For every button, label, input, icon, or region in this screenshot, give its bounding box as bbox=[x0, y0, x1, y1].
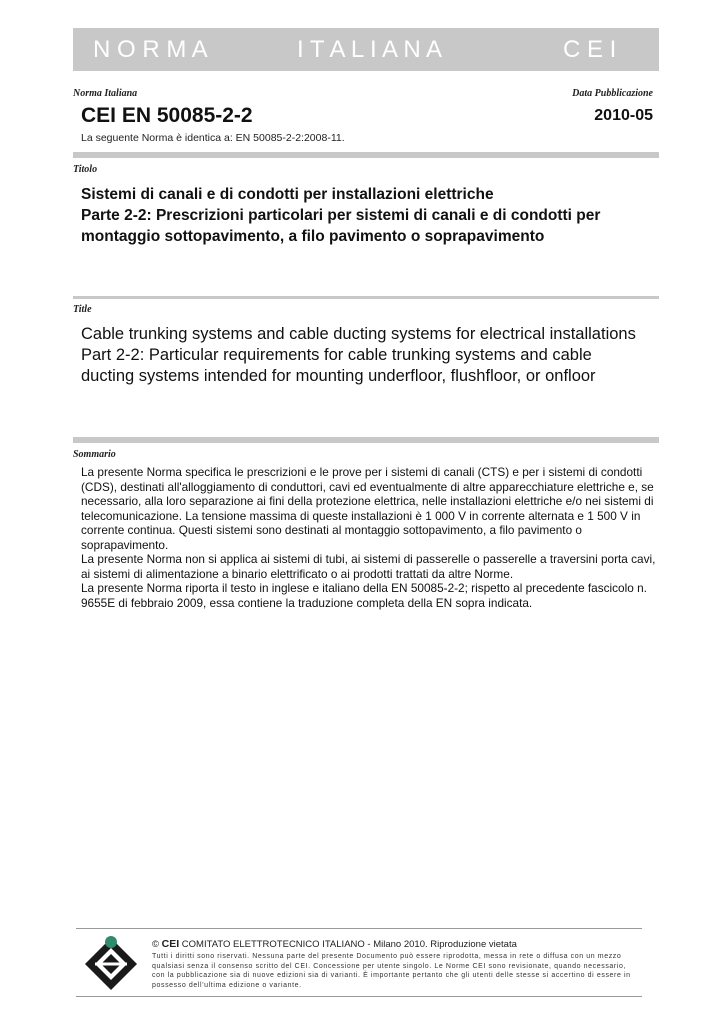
footer-text bbox=[152, 938, 638, 990]
summary-paragraph: La presente Norma specifica le prescrizioni e le prove per i sistemi di canali (CTS) e per i sistemi di condotti (CDS), destinati all'alloggiamento di conduttori, cavi ed eventualmente di altre apparecchiature elettriche e, se necessario, alla loro separazione ai fini della protezione elettrica, nelle installazioni elettriche e/o nei sistemi di telecomunicazione. La tensione massima di queste installazioni è 1 000 V in corrente alternata e 1 500 V in corrente continua. Questi sistemi sono destinati al montaggio sottopavimento, a filo pavimento o soprapavimento. bbox=[81, 465, 654, 552]
publication-date: 2010-05 bbox=[594, 107, 653, 124]
section-divider bbox=[73, 296, 659, 299]
sommario-label: Sommario bbox=[73, 449, 116, 460]
section-divider bbox=[73, 437, 659, 443]
english-title-line: Part 2-2: Particular requirements for cable trunking systems and cable bbox=[81, 346, 592, 364]
header-banner bbox=[73, 28, 659, 71]
summary-text bbox=[81, 465, 656, 610]
titolo-label: Titolo bbox=[73, 164, 98, 175]
italian-title-line: Parte 2-2: Prescrizioni particolari per sistemi di canali e di condotti per bbox=[81, 207, 601, 224]
title-label: Title bbox=[73, 304, 92, 315]
banner-word-norma: N O R M A bbox=[93, 36, 208, 63]
copyright-symbol: © bbox=[152, 939, 159, 950]
rights-notice: Tutti i diritti sono riservati. Nessuna parte del presente Documento può essere riprodotta, messa in rete o diffusa con un mezzo qualsiasi senza il consenso scritto del CEI. Concessione per utente singolo. Le Norme CEI sono revisionate, quando necessario, con la pubblicazione sia di nuove edizioni sia di varianti. È importante pertanto che gli utenti delle stesse si accertino di essere in possesso dell'ultima edizione o variante. bbox=[152, 953, 631, 989]
cei-logo-icon bbox=[83, 934, 139, 990]
footer-top-rule bbox=[76, 928, 642, 929]
banner-word-cei: C E I bbox=[563, 36, 617, 63]
english-title-line: ducting systems intended for mounting underfloor, flushfloor, or onfloor bbox=[81, 367, 596, 385]
norma-label: Norma Italiana bbox=[73, 88, 138, 99]
org-short-name: CEI bbox=[161, 938, 180, 950]
italian-title-line: montaggio sottopavimento, a filo pavimento o soprapavimento bbox=[81, 228, 545, 245]
copyright-rest: COMITATO ELETTROTECNICO ITALIANO - Milano 2010. Riproduzione vietata bbox=[181, 939, 517, 950]
identical-note: La seguente Norma è identica a: EN 50085-2-2:2008-11. bbox=[81, 132, 345, 144]
italian-title-line: Sistemi di canali e di condotti per installazioni elettriche bbox=[81, 186, 494, 203]
copyright-line bbox=[152, 938, 638, 950]
banner-word-italiana: I T A L I A N A bbox=[297, 36, 442, 63]
section-divider bbox=[73, 152, 659, 158]
date-label: Data Pubblicazione bbox=[572, 88, 653, 99]
english-title-line: Cable trunking systems and cable ducting systems for electrical installations bbox=[81, 325, 636, 343]
english-title bbox=[81, 324, 661, 387]
summary-paragraph: La presente Norma riporta il testo in inglese e italiano della EN 50085-2-2; rispetto al precedente fascicolo n. 9655E di febbraio 2009, essa contiene la traduzione completa della EN sopra indicata. bbox=[81, 581, 647, 610]
italian-title bbox=[81, 184, 661, 247]
summary-paragraph: La presente Norma non si applica ai sistemi di tubi, ai sistemi di passerelle o passerelle a traversini porta cavi, ai sistemi di alimentazione a binario elettrificato o ai prodotti trattati da altre Norme. bbox=[81, 552, 656, 581]
footer-bottom-rule bbox=[76, 996, 642, 997]
standard-number: CEI EN 50085-2-2 bbox=[81, 104, 253, 127]
